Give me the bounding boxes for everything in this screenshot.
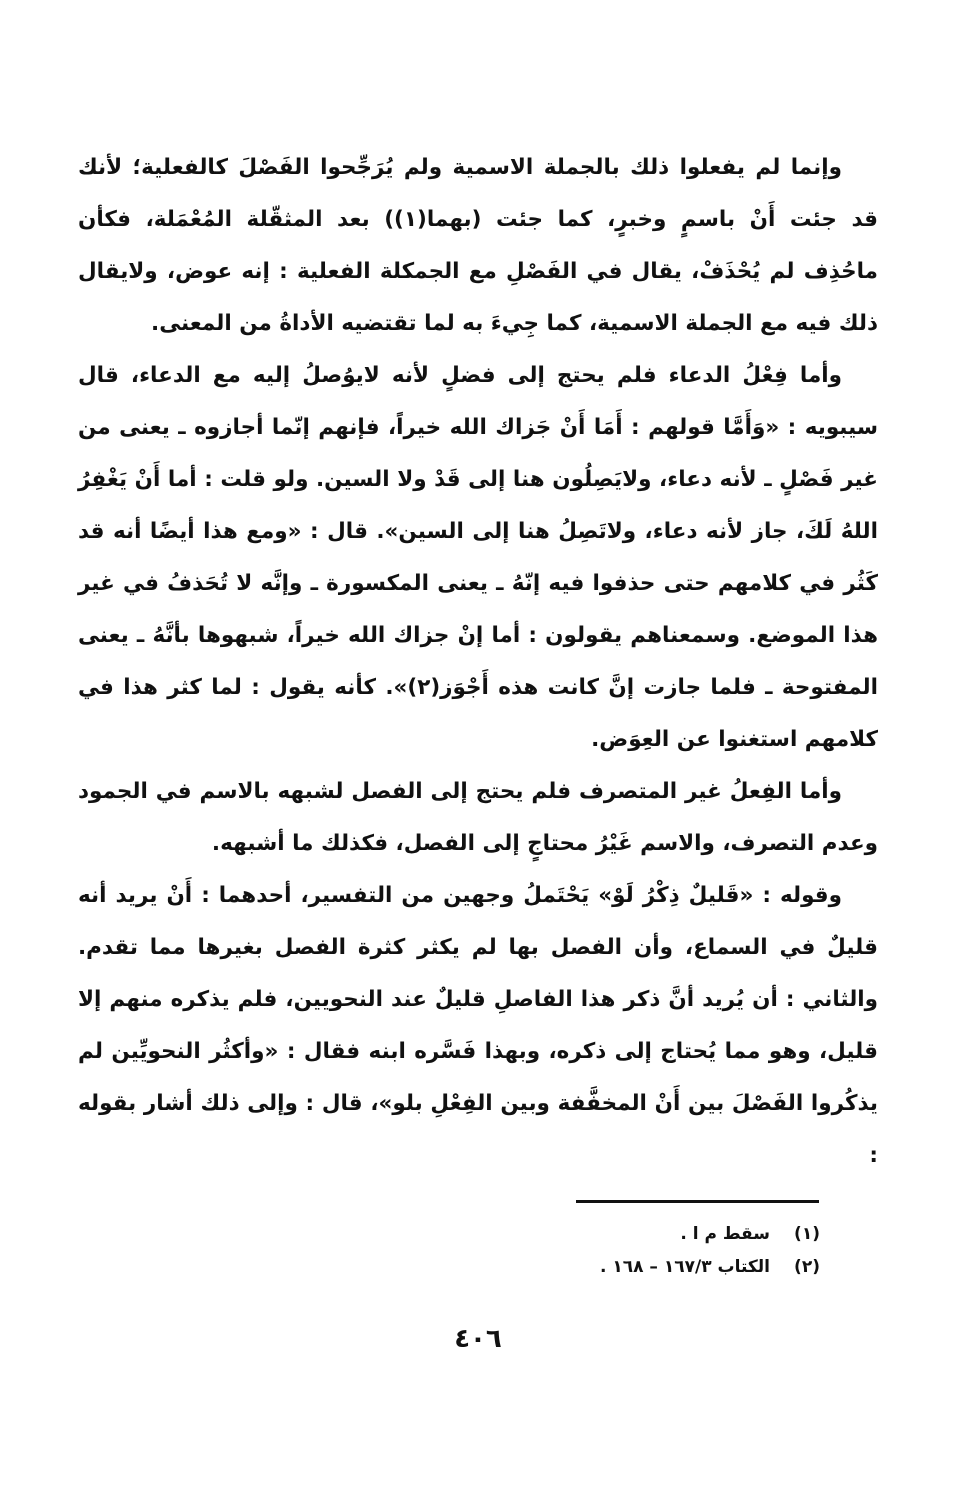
main-text	[78, 142, 878, 1182]
paragraph-2: وأما فِعْلُ الدعاء فلم يحتج إلى فضلٍ لأنه لايوُصلُ إليه مع الدعاء، قال سيبويه : «وَأَمَّا قولهم : أَمَا أَنْ جَزاك الله خيراً، فإنهم إنّما أجازوه ـ يعنى من غير فَصْلٍ ـ لأنه دعاء، ولايَصِلُون هنا إلى قَدْ ولا السين. ولو قلت : أما أَنْ يَغْفِرُ اللهُ لَكَ، جاز لأنه دعاء، ولاتَصِلُ هنا إلى السين». قال : «ومع هذا أيضًا أنه قد كَثُر في كلامهم حتى حذفوا فيه إنّهُ ـ يعنى المكسورة ـ وإنَّه لا تُحَذفُ في غير هذا الموضع. وسمعناهم يقولون : أما إنْ جزاك الله خيراً، شبهوها بأنَّهُ ـ يعنى المفتوحة ـ فلما جازت إنَّ كانت هذه أَجْوَز(٢)». كأنه يقول : لما كثر هذا في كلامهم استغنوا عن العِوَض.	[78, 363, 878, 752]
footnote-1	[300, 1218, 820, 1251]
footnote-number: (٢)	[794, 1257, 820, 1277]
paragraph-3: وأما الفِعلُ غير المتصرف فلم يحتج إلى الفصل لشبهه بالاسم في الجمود وعدم التصرف، والاسم غَيْرُ محتاجٍ إلى الفصل، فكذلك ما أشبهه.	[78, 779, 878, 856]
page-number: ٤٠٦	[454, 1324, 502, 1354]
footnote-text: سقط م ا .	[680, 1224, 770, 1244]
paragraph-4: وقوله : «قَليلٌ ذِكْرُ لَوْ» يَحْتَملُ وجهين من التفسير، أحدهما : أَنْ يريد أنه قليلٌ في السماع، وأن الفصل بها لم يكثر كثرة الفصل بغيرها مما تقدم. والثاني : أن يُريد أنَّ ذكر هذا الفاصلِ قليلٌ عند النحويين، فلم يذكره منهم إلا قليل، وهو مما يُحتاج إلى ذكره، وبهذا فَسَّره ابنه فقال : «وأكثُر النحويِّين لم يذكُروا الفَصْلَ بين أَنْ المخفَّفة وبين الفِعْلِ بلو»، قال : وإلى ذلك أشار بقوله :	[78, 883, 878, 1168]
footnote-2	[300, 1251, 820, 1284]
footnote-text: الكتاب ١٦٧/٣ – ١٦٨ .	[599, 1257, 770, 1277]
paragraph-1: وإنما لم يفعلوا ذلك بالجملة الاسمية ولم يُرَجِّحوا الفَصْلَ كالفعلية؛ لأنك قد جئت أَنْ باسمٍ وخبرٍ، كما جئت (بهما(١)) بعد المثقّلة المُعْمَلة، فكأن ماحُذِف لم يُحْذَفْ، يقال في الفَصْلِ مع الجمكلة الفعلية : إنه عوض، ولايقال ذلك فيه مع الجملة الاسمية، كما جِيءَ به لما تقتضيه الأداةُ من المعنى.	[78, 155, 878, 336]
footnote-number: (١)	[794, 1224, 820, 1244]
footnotes	[300, 1218, 820, 1284]
footnote-divider	[576, 1200, 819, 1203]
